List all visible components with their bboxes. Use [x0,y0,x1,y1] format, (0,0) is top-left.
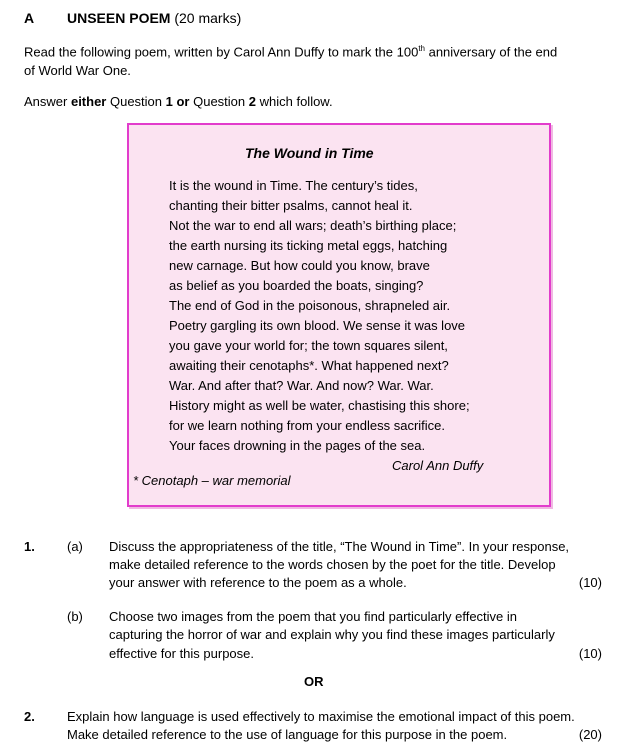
question-1a-line: make detailed reference to the words chosen by the poet for the title. Develop [109,557,556,572]
question-1b-marks: (10) [578,646,602,661]
intro-text-pre: Read the following poem, written by Carol Ann Duffy to mark the 100 [24,44,419,60]
answer-instruction [24,94,333,109]
intro-superscript: th [418,44,425,53]
poem-line: Not the war to end all wars; death’s birthing place; [169,218,457,233]
instruction-post: which follow. [256,94,333,109]
instruction-either: either [70,94,107,109]
poem-line: It is the wound in Time. The century’s tides, [169,178,418,193]
question-2-line: Explain how language is used effectively to maximise the emotional impact of this poem. [67,709,575,724]
question-1a-line: Discuss the appropriateness of the title, “The Wound in Time”. In your response, [109,539,570,554]
poem-title: The Wound in Time [245,145,374,161]
poem-line: you gave your world for; the town squares silent, [169,338,448,353]
question-1-number: 1. [24,539,35,554]
intro-line-1 [24,44,557,59]
poem-line: the earth nursing its ticking metal eggs, hatching [169,238,448,253]
instruction-pre: Answer [24,94,71,109]
or-divider: OR [304,674,324,689]
question-1b-line: Choose two images from the poem that you find particularly effective in [109,609,518,624]
question-2-line: Make detailed reference to the use of language for this purpose in the poem. [67,727,508,742]
question-1a-marks: (10) [578,575,602,590]
poem-author: Carol Ann Duffy [392,458,484,473]
instruction-mid1: Question [106,94,166,109]
poem-footnote: * Cenotaph – war memorial [133,473,291,488]
question-2-marks: (20) [578,727,602,742]
question-1b-label: (b) [67,609,83,624]
poem-line: The end of God in the poisonous, shrapneled air. [169,298,451,313]
poem-line: History might as well be water, chastising this shore; [169,398,470,413]
instruction-q2: 2 [248,94,256,109]
poem-lines [169,176,470,456]
section-title: UNSEEN POEM [67,10,171,26]
poem-line: chanting their bitter psalms, cannot heal it. [169,198,413,213]
poem-line: War. And after that? War. And now? War. War. [169,378,434,393]
question-1b-line: effective for this purpose. [109,646,255,661]
instruction-mid2: Question [189,94,249,109]
section-marks: (20 marks) [174,10,242,26]
question-1a-label: (a) [67,539,83,554]
instruction-or: or [172,94,190,109]
section-heading [67,10,241,26]
question-1a-line: your answer with reference to the poem as a whole. [109,575,407,590]
section-letter: A [24,10,35,26]
poem-line: for we learn nothing from your endless sacrifice. [169,418,446,433]
intro-text-post: anniversary of the end [424,44,558,60]
question-2-number: 2. [24,709,35,724]
question-1b-line: capturing the horror of war and explain why you find these images particularly [109,627,555,642]
intro-line-2: of World War One. [24,63,131,78]
poem-line: Poetry gargling its own blood. We sense it was love [169,318,466,333]
poem-line: awaiting their cenotaphs*. What happened next? [169,358,449,373]
poem-line: as belief as you boarded the boats, singing? [169,278,424,293]
poem-line: Your faces drowning in the pages of the sea. [169,438,426,453]
instruction-q1: 1 [165,94,173,109]
poem-line: new carnage. But how could you know, brave [169,258,430,273]
